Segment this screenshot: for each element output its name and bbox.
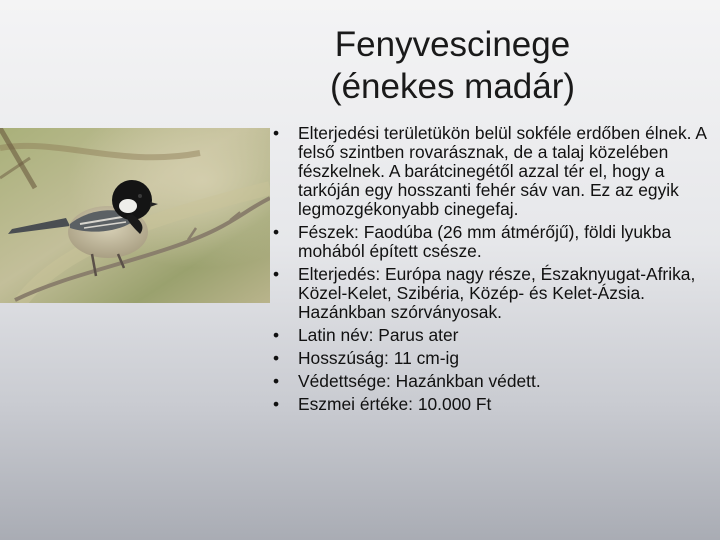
bullet-text: Latin név: Parus ater <box>298 325 459 345</box>
bullet-text: Fészek: Faodúba (26 mm átmérőjű), földi lyukba mohából épített csésze. <box>298 222 672 261</box>
bullet-dot: • <box>272 123 280 143</box>
bullet-text: Elterjedési területükön belül sokféle erdőben élnek. A felső szintben rovarásznak, de a talaj közelében fészkelnek. A barátcinegétől azzal tér el, hogy a tarkóján egy hosszanti fehér sáv van. Ez az egyik legmozgékonyabb cinegefaj. <box>298 123 706 219</box>
coal-tit-bird-photo-icon <box>0 128 270 303</box>
bullet-text: Eszmei értéke: 10.000 Ft <box>298 394 492 414</box>
list-item <box>268 265 713 322</box>
bullet-dot: • <box>272 222 280 242</box>
bullet-dot: • <box>272 394 280 414</box>
title-line-1: Fenyvescinege <box>334 25 571 64</box>
list-item <box>268 326 713 345</box>
bullet-text: Hosszúság: 11 cm-ig <box>298 348 460 368</box>
bullet-text: Elterjedés: Európa nagy része, Északnyugat-Afrika, Közel-Kelet, Szibéria, Közép- és Kelet-Ázsia. Hazánkban szórványosak. <box>298 264 696 322</box>
bullet-text: Védettsége: Hazánkban védett. <box>298 371 541 391</box>
bullet-dot: • <box>272 325 280 345</box>
bullet-dot: • <box>272 371 280 391</box>
bullet-dot: • <box>272 264 280 284</box>
slide-title <box>300 24 605 108</box>
list-item <box>268 223 713 261</box>
list-item <box>268 349 713 368</box>
list-item <box>268 124 713 219</box>
list-item <box>268 395 713 414</box>
bullet-list <box>268 124 713 418</box>
bullet-dot: • <box>272 348 280 368</box>
bird-photo <box>0 128 270 303</box>
title-line-2: (énekes madár) <box>329 67 576 106</box>
list-item <box>268 372 713 391</box>
